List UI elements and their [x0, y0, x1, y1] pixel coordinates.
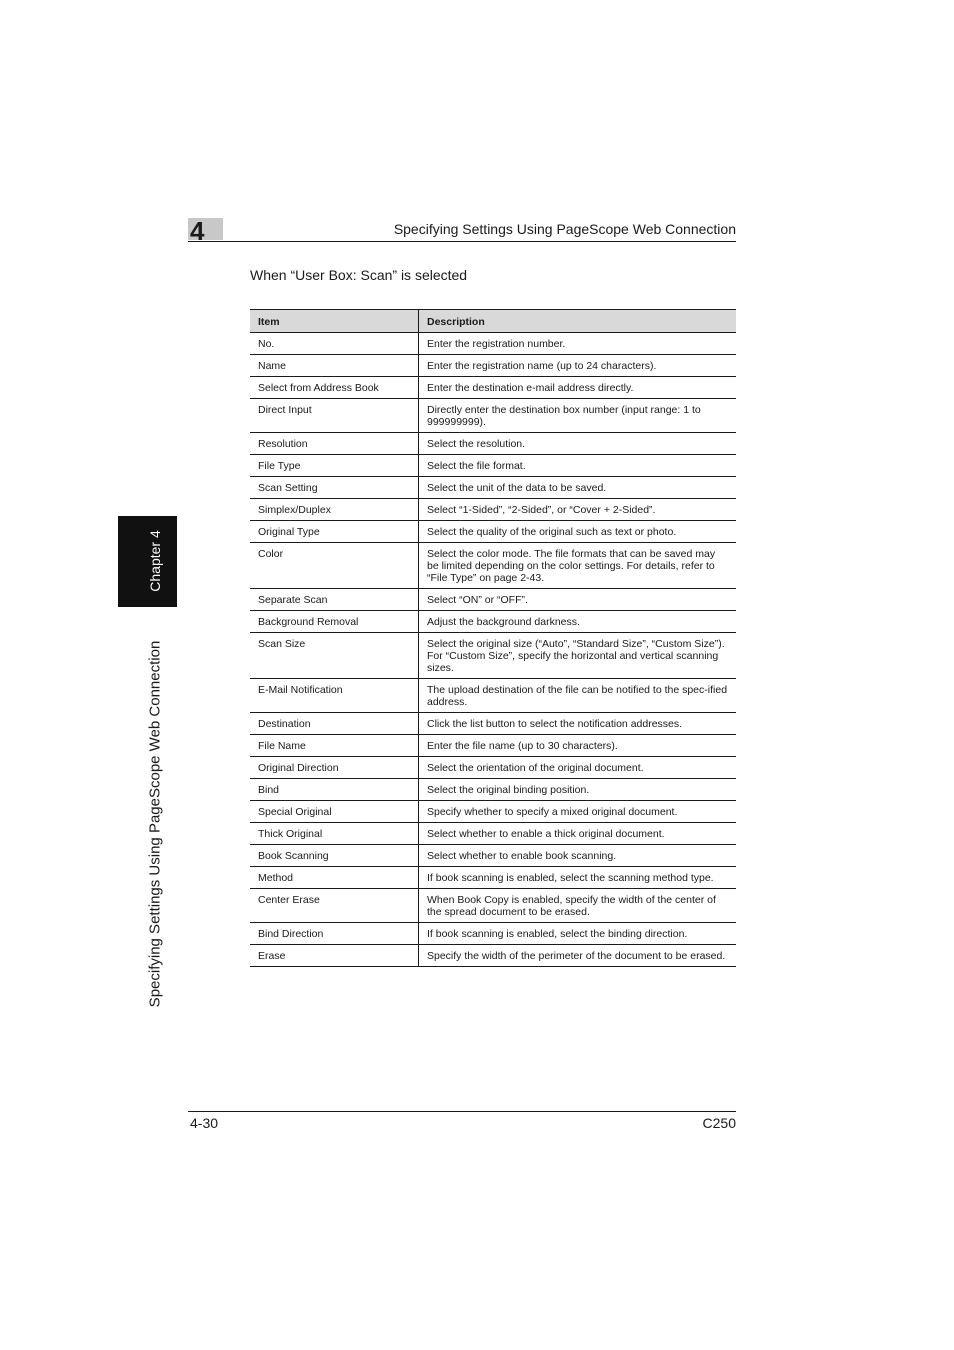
- description-cell: Specify whether to specify a mixed original document.: [419, 801, 737, 823]
- description-cell: Select the color mode. The file formats that can be saved may be limited depending on the color settings. For details, refer to “File Type” on page 2-43.: [419, 543, 737, 589]
- description-cell: Enter the registration name (up to 24 characters).: [419, 355, 737, 377]
- description-cell: Enter the destination e-mail address directly.: [419, 377, 737, 399]
- header-divider: [188, 241, 736, 242]
- table-row: [250, 399, 736, 433]
- item-cell: Bind Direction: [250, 923, 419, 945]
- description-cell: Select the unit of the data to be saved.: [419, 477, 737, 499]
- item-cell: Separate Scan: [250, 589, 419, 611]
- table-row: [250, 779, 736, 801]
- table-row: [250, 679, 736, 713]
- table-row: [250, 889, 736, 923]
- item-cell: Thick Original: [250, 823, 419, 845]
- item-cell: Book Scanning: [250, 845, 419, 867]
- table-row: [250, 845, 736, 867]
- item-cell: Original Direction: [250, 757, 419, 779]
- table-row: [250, 333, 736, 355]
- chapter-side-tab-label: Chapter 4: [147, 530, 163, 592]
- table-row: [250, 633, 736, 679]
- item-cell: Select from Address Book: [250, 377, 419, 399]
- table-row: [250, 377, 736, 399]
- table-row: [250, 923, 736, 945]
- item-cell: Color: [250, 543, 419, 589]
- description-cell: Select the file format.: [419, 455, 737, 477]
- table-row: [250, 611, 736, 633]
- item-cell: File Type: [250, 455, 419, 477]
- item-cell: Background Removal: [250, 611, 419, 633]
- table-header-row: [250, 310, 736, 333]
- description-cell: [419, 633, 737, 679]
- item-cell: Special Original: [250, 801, 419, 823]
- item-cell: Bind: [250, 779, 419, 801]
- column-header-item: Item: [250, 310, 419, 333]
- description-cell: Select the resolution.: [419, 433, 737, 455]
- description-line: For “Custom Size”, specify the horizontal and vertical scanning sizes.: [427, 650, 719, 674]
- table-row: [250, 499, 736, 521]
- item-cell: Direct Input: [250, 399, 419, 433]
- item-cell: Name: [250, 355, 419, 377]
- item-cell: Resolution: [250, 433, 419, 455]
- item-cell: File Name: [250, 735, 419, 757]
- item-cell: No.: [250, 333, 419, 355]
- settings-table: [250, 309, 736, 967]
- item-cell: E-Mail Notification: [250, 679, 419, 713]
- description-cell: Click the list button to select the notification addresses.: [419, 713, 737, 735]
- description-cell: Select the quality of the original such as text or photo.: [419, 521, 737, 543]
- description-line: Select the original size (“Auto”, “Standard Size”, “Custom Size”).: [427, 638, 725, 650]
- description-cell: Adjust the background darkness.: [419, 611, 737, 633]
- table-row: [250, 355, 736, 377]
- table-row: [250, 823, 736, 845]
- description-cell: Specify the width of the perimeter of the document to be erased.: [419, 945, 737, 967]
- table-row: [250, 455, 736, 477]
- table-row: [250, 867, 736, 889]
- description-cell: Select “ON” or “OFF”.: [419, 589, 737, 611]
- model-name: C250: [702, 1115, 736, 1131]
- item-cell: Destination: [250, 713, 419, 735]
- table-row: [250, 801, 736, 823]
- description-cell: Enter the file name (up to 30 characters).: [419, 735, 737, 757]
- table-row: [250, 757, 736, 779]
- description-cell: If book scanning is enabled, select the binding direction.: [419, 923, 737, 945]
- item-cell: Original Type: [250, 521, 419, 543]
- description-cell: Select the orientation of the original document.: [419, 757, 737, 779]
- column-header-description: Description: [419, 310, 737, 333]
- description-cell: Select whether to enable book scanning.: [419, 845, 737, 867]
- table-row: [250, 521, 736, 543]
- table-row: [250, 477, 736, 499]
- item-cell: Simplex/Duplex: [250, 499, 419, 521]
- table-row: [250, 713, 736, 735]
- footer-divider: [188, 1111, 736, 1112]
- item-cell: Scan Setting: [250, 477, 419, 499]
- description-cell: Enter the registration number.: [419, 333, 737, 355]
- description-cell: Select the original binding position.: [419, 779, 737, 801]
- table-row: [250, 735, 736, 757]
- table-row: [250, 589, 736, 611]
- item-cell: Center Erase: [250, 889, 419, 923]
- table-row: [250, 433, 736, 455]
- description-cell: Select “1-Sided”, “2-Sided”, or “Cover + 2-Sided”.: [419, 499, 737, 521]
- description-cell: The upload destination of the file can be notified to the spec-ified address.: [419, 679, 737, 713]
- section-heading: When “User Box: Scan” is selected: [250, 267, 468, 283]
- side-running-title: Specifying Settings Using PageScope Web Connection: [146, 640, 164, 1008]
- item-cell: Method: [250, 867, 419, 889]
- description-cell: If book scanning is enabled, select the scanning method type.: [419, 867, 737, 889]
- chapter-number: 4: [190, 216, 205, 246]
- table-row: [250, 945, 736, 967]
- running-header-title: Specifying Settings Using PageScope Web Connection: [393, 221, 736, 237]
- item-cell: Erase: [250, 945, 419, 967]
- page-number: 4-30: [190, 1115, 219, 1131]
- description-cell: When Book Copy is enabled, specify the width of the center of the spread document to be erased.: [419, 889, 737, 923]
- description-cell: Select whether to enable a thick original document.: [419, 823, 737, 845]
- item-cell: Scan Size: [250, 633, 419, 679]
- table-row: [250, 543, 736, 589]
- description-cell: Directly enter the destination box number (input range: 1 to 999999999).: [419, 399, 737, 433]
